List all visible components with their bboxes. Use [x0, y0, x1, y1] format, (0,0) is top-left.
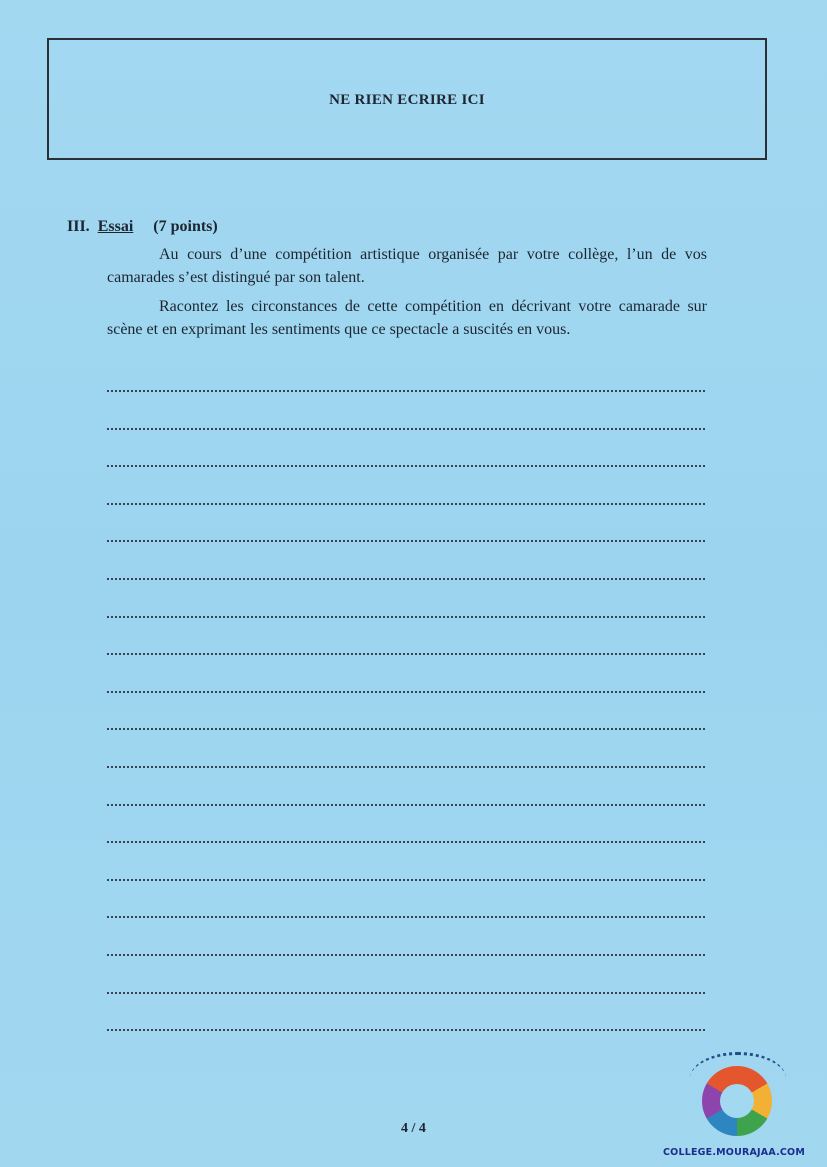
prompt-paragraph-2-text: Racontez les circonstances de cette compétition en décrivant votre camarade sur scène et en exprimant les sentiments que ce spectacle a suscités en vous. [107, 298, 707, 338]
answer-line[interactable] [107, 578, 705, 580]
logo-center [720, 1084, 754, 1118]
answer-line[interactable] [107, 992, 705, 994]
answer-line[interactable] [107, 804, 705, 806]
section-title: Essai [97, 218, 134, 235]
answer-line[interactable] [107, 503, 705, 505]
answer-line[interactable] [107, 465, 705, 467]
prompt-paragraph-2 [107, 296, 707, 341]
college-logo-icon [663, 1048, 805, 1163]
answer-line[interactable] [107, 1029, 705, 1031]
answer-line[interactable] [107, 841, 705, 843]
answer-line[interactable] [107, 616, 705, 618]
section-number: III. [67, 218, 90, 235]
section-points: (7 points) [153, 218, 218, 235]
prompt-paragraph-1-text: Au cours d’une compétition artistique organisée par votre collège, l’un de vos camarades s’est distingué par son talent. [107, 246, 707, 286]
answer-line[interactable] [107, 728, 705, 730]
section-heading [67, 218, 218, 236]
answer-line[interactable] [107, 653, 705, 655]
answer-line[interactable] [107, 916, 705, 918]
answer-line[interactable] [107, 954, 705, 956]
watermark-url: COLLEGE.MOURAJAA.COM [663, 1147, 805, 1158]
page-number: 4 / 4 [401, 1121, 426, 1136]
answer-line[interactable] [107, 766, 705, 768]
no-write-label: NE RIEN ECRIRE ICI [329, 92, 485, 108]
answer-line[interactable] [107, 691, 705, 693]
no-write-box [47, 38, 767, 160]
answer-line[interactable] [107, 540, 705, 542]
answer-line[interactable] [107, 879, 705, 881]
answer-line[interactable] [107, 390, 705, 392]
answer-line[interactable] [107, 428, 705, 430]
prompt-paragraph-1 [107, 244, 707, 289]
